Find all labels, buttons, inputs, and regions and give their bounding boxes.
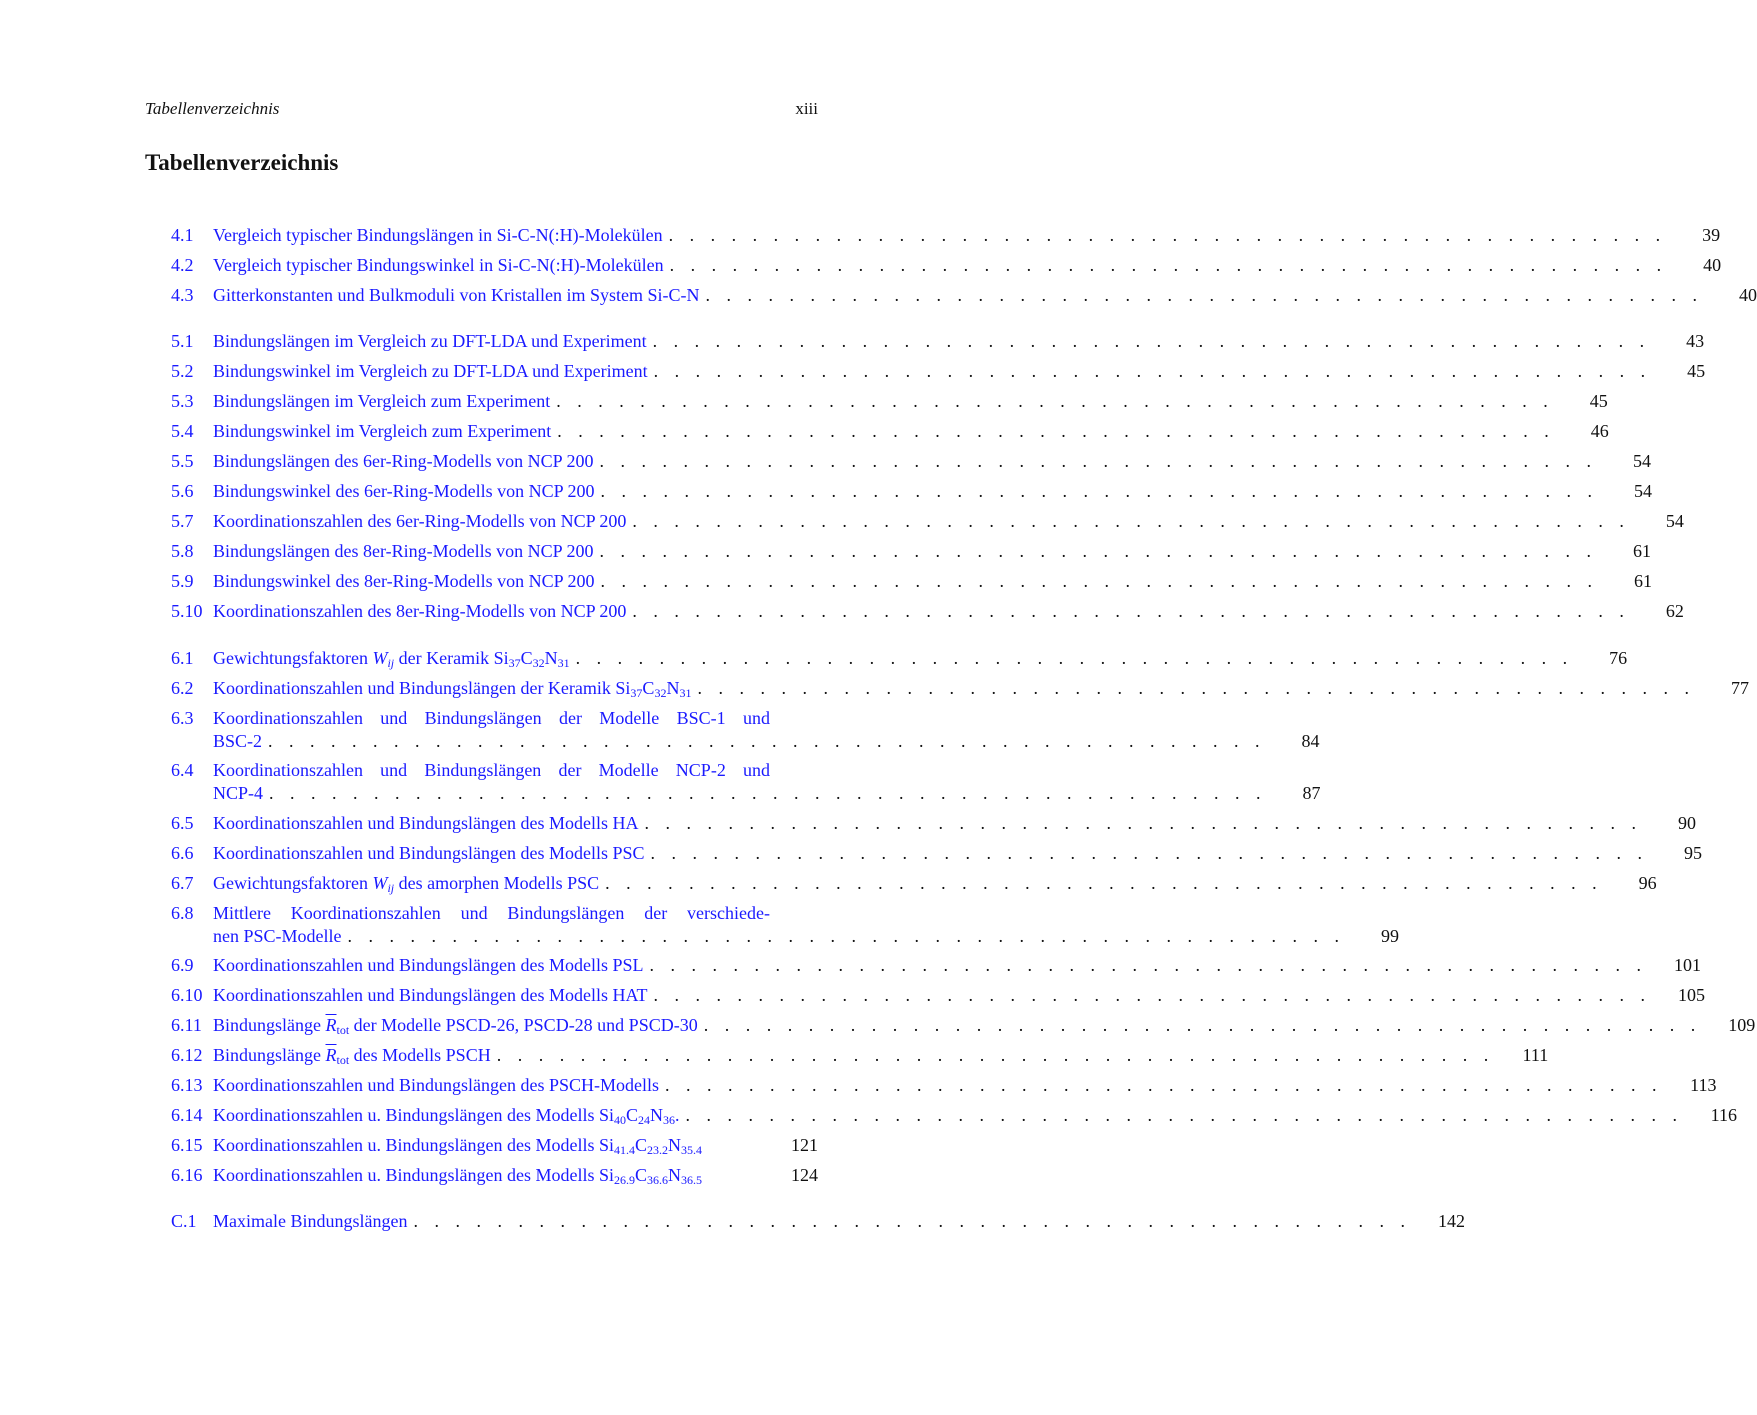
entry-title-line-2[interactable]: nen PSC-Modelle [213,926,342,946]
entry-page: 142 [1437,1211,1465,1231]
leader-dots: . . . . . . . . . . . . . . . . . . . . . . . . . . . . . . . . . . . . . . . . . . . . . . . . [575,648,1574,668]
leader-dots: . . . . . . . . . . . . . . . . . . . . . . . . . . . . . . . . . . . . . . . . . . . . . . . . [600,571,1598,591]
toc-entry[interactable] [171,254,1722,277]
bond-length-symbol: $\overline{R}$ [325,1045,337,1065]
leader-dots: . . . . . . . . . . . . . . . . . . . . . . . . . . . . . . . . . . . . . . . . . . . . . . . . [697,678,1695,698]
entry-page: 84 [1301,731,1320,751]
entry-title[interactable]: Koordinationszahlen u. Bindungslängen des Modells $Si_{41.4}C_{23.2}N_{35.4}$ [213,1135,702,1157]
running-head-title: Tabellenverzeichnis [145,99,280,118]
entry-page: 54 [1633,481,1652,501]
toc-entry[interactable] [171,812,1696,835]
leader-dots: . . . . . . . . . . . . . . . . . . . . . . . . . . . . . . . . . . . . . . . . . . . . . . . . [599,451,1597,471]
toc-entry[interactable] [171,450,1651,473]
leader-dots: . . . . . . . . . . . . . . . . . . . . . . . . . . . . . . . . . . . . . . . . . . . . . . . . [669,255,1668,275]
entry-title[interactable]: Koordinationszahlen des 8er-Ring-Modells von NCP 200 [213,601,627,621]
weighting-factor-symbol: W [372,873,388,893]
entry-page: 96 [1638,873,1657,893]
entry-page: 54 [1632,451,1651,471]
toc-entry[interactable] [171,1134,818,1157]
toc-entry[interactable] [171,420,1609,443]
leader-dots: . . . . . . . . . . . . . . . . . . . . . . . . . . . . . . . . . . . . . . . . . . . . . . . . [599,541,1597,561]
toc-entry[interactable] [171,984,1705,1007]
entry-number[interactable]: 6.2 [171,678,194,698]
entry-page: 46 [1590,421,1609,441]
bond-length-symbol: $\overline{R}$ [325,1015,337,1035]
entry-number[interactable]: 6.1 [171,648,194,668]
leader-dots: . . . . . . . . . . . . . . . . . . . . . . . . . . . . . . . . . . . . . . . . . . . . . . . . [600,481,1598,501]
entry-title[interactable]: Gitterkonstanten und Bulkmoduli von Kristallen im System Si-C-N [213,285,700,305]
toc-entry[interactable] [171,1210,1465,1233]
entry-page: 87 [1302,783,1321,803]
entry-title[interactable]: Gewichtungsfaktoren $W_{ij}$ des amorphen Modells PSC [213,873,600,895]
toc-entry[interactable] [171,284,1757,307]
entry-page: 116 [1710,1105,1737,1125]
leader-dots: . . . . . . . . . . . . . . . . . . . . . . . . . . . . . . . . . . . . . . . . . . . . . . . . [653,361,1652,381]
entry-title[interactable]: Bindungslängen des 8er-Ring-Modells von NCP 200 [213,541,594,561]
toc-entry[interactable] [171,647,1628,670]
entry-number[interactable]: 5.3 [171,391,194,411]
leader-dots: . . . . . . . . . . . . . . . . . . . . . . . . . . . . . . . . . . . . . . . . . . . . . . . . [605,873,1603,893]
entry-number[interactable]: 6.11 [171,1015,202,1035]
entry-title[interactable]: Bindungslängen des 6er-Ring-Modells von NCP 200 [213,451,594,471]
entry-page: 90 [1677,813,1696,833]
toc-entry[interactable] [171,759,1321,805]
entry-page: 77 [1730,678,1749,698]
entry-number[interactable]: C.1 [171,1211,197,1231]
entry-page: 61 [1633,571,1652,591]
leader-dots: . . . . . . . . . . . . . . . . . . . . . . . . . . . . . . . . . . . . . . . . . . . . . . . . [556,391,1554,411]
entry-page: 109 [1728,1015,1756,1035]
toc-entry[interactable] [171,330,1705,353]
leader-dots: . . . . . . . . . . . . . . . . . . . . . . . . . . . . . . . . . . . . . . . . . . . . . . . . [644,813,1642,833]
leader-dots: . . . . . . . . . . . . . . . . . . . . . . . . . . . . . . . . . . . . . . . . . . . . . . . . [664,1075,1663,1095]
entry-title[interactable]: Koordinationszahlen u. Bindungslängen des Modells $Si_{26.9}C_{36.6}N_{36.5}$ [213,1165,702,1187]
entry-page: 111 [1522,1045,1549,1065]
leader-dots: . . . . . . . . . . . . . . . . . . . . . . . . . . . . . . . . . . . . . . . . . . . . . . . . [632,511,1630,531]
entry-title-line-2[interactable]: NCP-4 [213,783,264,803]
toc-entry[interactable] [171,1014,1756,1037]
entry-page: 99 [1381,926,1399,946]
entry-page: 62 [1665,601,1684,621]
leader-dots: . . . . . . . . . . . . . . . . . . . . . . . . . . . . . . . . . . . . . . . . . . . . . . . . [632,601,1630,621]
toc-entry[interactable] [171,872,1657,895]
entry-page: 40 [1703,255,1722,275]
toc-entry[interactable] [171,360,1706,383]
entry-title[interactable]: Bindungslängen im Vergleich zu DFT-LDA und Experiment [213,331,647,351]
entry-title[interactable]: Vergleich typischer Bindungswinkel in Si-C-N(:H)-Molekülen [213,255,664,275]
entry-number[interactable]: 5.4 [171,421,194,441]
entry-number[interactable]: 4.3 [171,285,194,305]
entry-number[interactable]: 6.6 [171,843,194,863]
entry-page: 54 [1665,511,1684,531]
entry-title-line-2[interactable]: BSC-2 [213,731,263,751]
leader-dots: . . . . . . . . . . . . . . . . . . . . . . . . . . . . . . . . . . . . . . . . . . . . . . . . [703,1015,1702,1035]
leader-dots: . . . . . . . . . . . . . . . . . . . . . . . . . . . . . . . . . . . . . . . . . . . . . . . . [649,955,1647,975]
leader-dots: . . . . . . . . . . . . . . . . . . . . . . . . . . . . . . . . . . . . . . . . . . . . . . . . [653,985,1651,1005]
leader-dots: . . . . . . . . . . . . . . . . . . . . . . . . . . . . . . . . . . . . . . . . . . . . . . . . [705,285,1703,305]
entry-number[interactable]: 5.9 [171,571,194,591]
entry-number[interactable]: 5.2 [171,361,194,381]
entry-number[interactable]: 5.5 [171,451,194,471]
toc-entry[interactable] [171,902,1399,948]
entry-page: 105 [1677,985,1705,1005]
entry-page: 45 [1687,361,1706,381]
toc-entry[interactable] [171,677,1749,700]
leader-dots: . . . . . . . . . . . . . . . . . . . . . . . . . . . . . . . . . . . . . . . . . . . . . . . . [652,331,1651,351]
toc-entry[interactable] [171,600,1684,623]
toc-entry[interactable] [171,510,1684,533]
entry-title[interactable]: Bindungswinkel des 8er-Ring-Modells von NCP 200 [213,571,595,591]
entry-number[interactable]: 6.16 [171,1165,203,1185]
entry-page: 40 [1738,285,1757,305]
entry-number[interactable]: 6.4 [171,760,194,780]
leader-dots: . . . . . . . . . . . . . . . . . . . . . . . . . . . . . . . . . . . . . . . . . . . . . . . . [496,1045,1495,1065]
entry-number[interactable]: 6.5 [171,813,194,833]
entry-title[interactable]: Bindungslänge $\overline{R}_{tot}$ der Modelle PSCD-26, PSCD-28 und PSCD-30 [213,1015,698,1037]
entry-number[interactable]: 6.12 [171,1045,203,1065]
entry-title[interactable]: Koordinationszahlen des 6er-Ring-Modells von NCP 200 [213,511,627,531]
toc-entry[interactable] [171,1104,1737,1127]
entry-title-line-1[interactable]: Koordinationszahlen und Bindungslängen der Modelle BSC-1 und [213,708,770,728]
entry-number[interactable]: 4.1 [171,225,194,245]
entry-title[interactable]: Vergleich typischer Bindungslängen in Si-C-N(:H)-Molekülen [213,225,663,245]
toc-entry[interactable] [171,224,1721,247]
entry-page: 121 [791,1135,818,1155]
entry-title[interactable]: Koordinationszahlen und Bindungslängen des PSCH-Modells [213,1075,659,1095]
entry-title[interactable]: Koordinationszahlen und Bindungslängen des Modells PSL [213,955,644,975]
entry-number[interactable]: 6.8 [171,903,194,923]
entry-page: 39 [1702,225,1721,245]
entry-title-line-1[interactable]: Mittlere Koordinationszahlen und Bindungslängen der verschiede- [213,903,770,923]
entry-title[interactable]: Koordinationszahlen und Bindungslängen des Modells HAT [213,985,648,1005]
page-title: Tabellenverzeichnis [145,150,339,175]
entry-number[interactable]: 6.10 [171,985,203,1005]
toc-entry[interactable] [171,954,1701,977]
toc-entry[interactable] [171,570,1652,593]
toc-entry[interactable] [171,1044,1549,1067]
toc-entry[interactable] [171,540,1651,563]
leader-dots: . . . . . . . . . . . . . . . . . . . . . . . . . . . . . . . . . . . . . . . . . . . . . . . . [268,731,1266,751]
entry-page: 101 [1673,955,1701,975]
entry-title[interactable]: Koordinationszahlen u. Bindungslängen des Modells $Si_{40}C_{24}N_{36}$. [213,1105,680,1127]
entry-number[interactable]: 6.9 [171,955,194,975]
entry-page: 43 [1686,331,1705,351]
entry-number[interactable]: 5.1 [171,331,194,351]
entry-title[interactable]: Bindungswinkel im Vergleich zu DFT-LDA und Experiment [213,361,648,381]
toc-entry[interactable] [171,1164,818,1187]
toc-entry[interactable] [171,390,1608,413]
entry-title[interactable]: Bindungswinkel im Vergleich zum Experiment [213,421,552,441]
entry-number[interactable]: 6.7 [171,873,194,893]
leader-dots: . . . . . . . . . . . . . . . . . . . . . . . . . . . . . . . . . . . . . . . . . . . . . . . . [557,421,1555,441]
toc-entry[interactable] [171,1074,1717,1097]
entry-number[interactable]: 6.14 [171,1105,203,1125]
entry-number[interactable]: 6.3 [171,708,194,728]
toc-entry[interactable] [171,480,1652,503]
leader-dots: . . . . . . . . . . . . . . . . . . . . . . . . . . . . . . . . . . . . . . . . . . . . . . . . [347,926,1345,946]
entry-title[interactable]: Bindungswinkel des 6er-Ring-Modells von NCP 200 [213,481,595,501]
entry-page: 61 [1632,541,1651,561]
leader-dots: . . . . . . . . . . . . . . . . . . . . . . . . . . . . . . . . . . . . . . . . . . . . . . . . [269,783,1267,803]
leader-dots: . . . . . . . . . . . . . . . . . . . . . . . . . . . . . . . . . . . . . . . . . . . . . . . . [685,1105,1683,1125]
entry-title[interactable]: Koordinationszahlen und Bindungslängen der Keramik $Si_{37}C_{32}N_{31}$ [213,678,692,700]
entry-title[interactable]: Gewichtungsfaktoren $W_{ij}$ der Keramik $Si_{37}C_{32}N_{31}$ [213,648,570,670]
leader-dots: . . . . . . . . . . . . . . . . . . . . . . . . . . . . . . . . . . . . . . . . . . . . . . . . [668,225,1667,245]
entry-page: 95 [1683,843,1702,863]
entry-number[interactable]: 5.10 [171,601,203,621]
entry-number[interactable]: 5.6 [171,481,194,501]
toc-entry[interactable] [171,707,1320,753]
entry-number[interactable]: 6.13 [171,1075,203,1095]
entry-number[interactable]: 5.8 [171,541,194,561]
toc-entry[interactable] [171,842,1702,865]
entry-number[interactable]: 4.2 [171,255,194,275]
running-head-page-number: xiii [795,99,818,118]
leader-dots: . . . . . . . . . . . . . . . . . . . . . . . . . . . . . . . . . . . . . . . . . . . . . . . . [413,1211,1411,1231]
entry-page: 113 [1690,1075,1717,1095]
leader-dots: . . . . . . . . . . . . . . . . . . . . . . . . . . . . . . . . . . . . . . . . . . . . . . . . [650,843,1648,863]
entry-title[interactable]: Bindungslänge $\overline{R}_{tot}$ des Modells PSCH [213,1045,491,1067]
entry-title[interactable]: Koordinationszahlen und Bindungslängen des Modells HA [213,813,639,833]
entry-page: 45 [1589,391,1608,411]
entry-title[interactable]: Koordinationszahlen und Bindungslängen des Modells PSC [213,843,645,863]
entry-title[interactable]: Maximale Bindungslängen [213,1211,408,1231]
entry-title-line-1[interactable]: Koordinationszahlen und Bindungslängen der Modelle NCP-2 und [213,760,770,780]
weighting-factor-symbol: W [372,648,388,668]
entry-number[interactable]: 5.7 [171,511,194,531]
entry-page: 76 [1609,648,1628,668]
entry-number[interactable]: 6.15 [171,1135,203,1155]
entry-page: 124 [791,1165,818,1185]
entry-title[interactable]: Bindungslängen im Vergleich zum Experiment [213,391,551,411]
running-head [145,99,818,119]
